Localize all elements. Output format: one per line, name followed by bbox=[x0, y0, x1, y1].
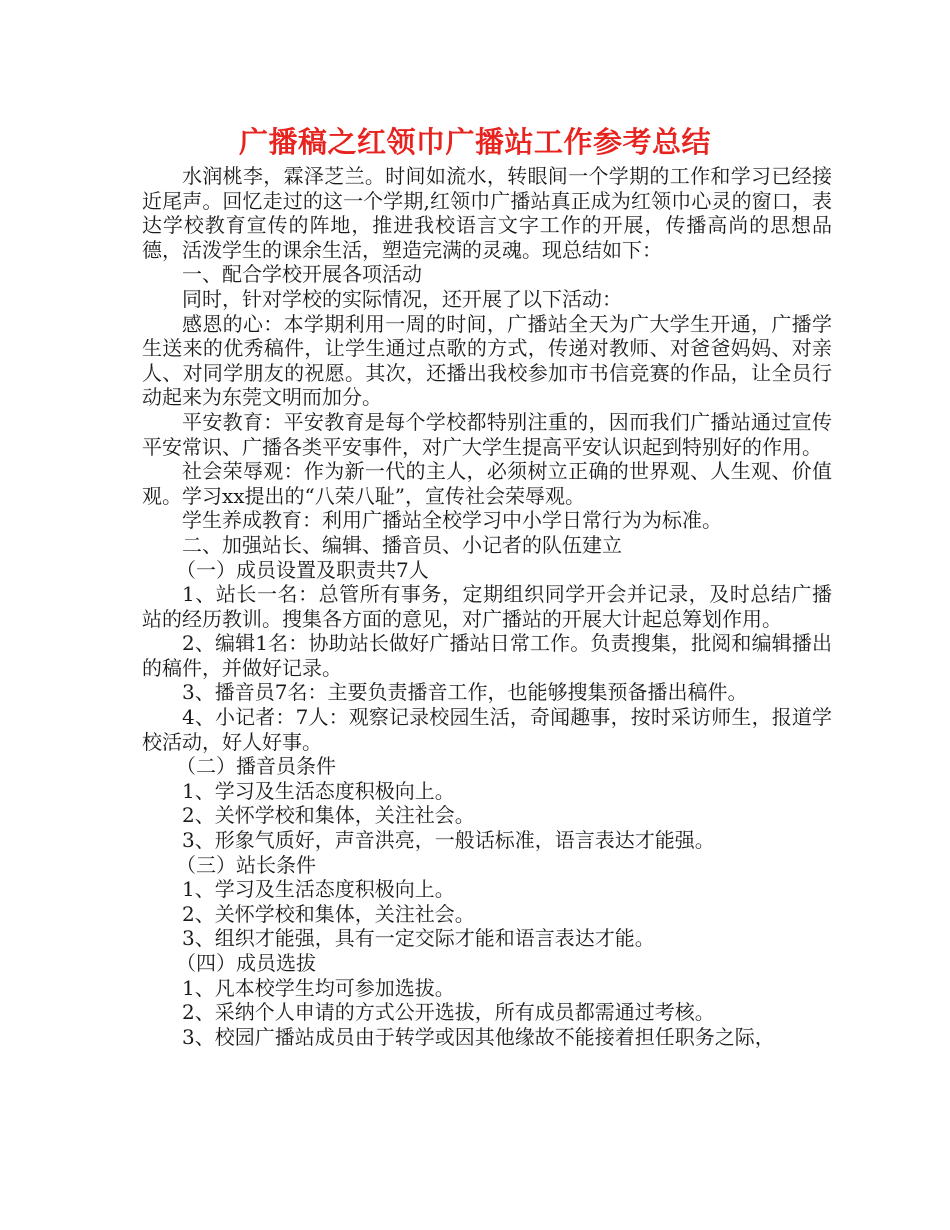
list-item: 2、采纳个人申请的方式公开选拔，所有成员都需通过考核。 bbox=[182, 1000, 715, 1025]
subsection-heading: （三）站长条件 bbox=[176, 852, 316, 877]
list-item: 2、关怀学校和集体，关注社会。 bbox=[182, 901, 475, 926]
list-item: 1、凡本校学生均可参加选拔。 bbox=[182, 975, 455, 1000]
list-item: 3、播音员7名：主要负责播音工作，也能够搜集预备播出稿件。 bbox=[182, 680, 748, 705]
paragraph: 同时，针对学校的实际情况，还开展了以下活动： bbox=[182, 286, 622, 311]
list-item: 2、关怀学校和集体，关注社会。 bbox=[182, 803, 475, 828]
document-body bbox=[142, 164, 832, 1049]
list-item: 1、学习及生活态度积极向上。 bbox=[182, 877, 455, 902]
paragraph: 学生养成教育：利用广播站全校学习中小学日常行为为标准。 bbox=[182, 508, 722, 533]
list-item: 1、站长一名：总管所有事务，定期组织同学开会并记录，及时总结广播站的经历教训。搜集各方面的意见，对广播站的开展大计起总筹划作用。 bbox=[142, 582, 832, 631]
subsection-heading: （二）播音员条件 bbox=[176, 754, 336, 779]
subsection-heading: （一）成员设置及职责共7人 bbox=[176, 557, 429, 582]
list-item: 3、形象气质好，声音洪亮，一般话标准，语言表达才能强。 bbox=[182, 828, 715, 853]
list-item: 1、学习及生活态度积极向上。 bbox=[182, 778, 455, 803]
paragraph-intro: 水润桃李，霖泽芝兰。时间如流水，转眼间一个学期的工作和学习已经接近尾声。回忆走过的这一个学期,红领巾广播站真正成为红领巾心灵的窗口，表达学校教育宣传的阵地，推进我校语言文字工作的开展，传播高尚的思想品德，活泼学生的课余生活，塑造完满的灵魂。现总结如下： bbox=[142, 164, 832, 262]
paragraph: 平安教育：平安教育是每个学校都特别注重的，因而我们广播站通过宣传平安常识、广播各类平安事件，对广大学生提高平安认识起到特别好的作用。 bbox=[142, 409, 832, 459]
paragraph: 感恩的心：本学期利用一周的时间，广播站全天为广大学生开通，广播学生送来的优秀稿件，让学生通过点歌的方式，传递对教师、对爸爸妈妈、对亲人、对同学朋友的祝愿。其次，还播出我校参加市书信竞赛的作品，让全员行动起来为东莞文明而加分。 bbox=[142, 311, 832, 410]
list-item: 4、小记者：7人：观察记录校园生活，奇闻趣事，按时采访师生，报道学校活动，好人好事。 bbox=[142, 705, 832, 754]
list-item: 2、编辑1名：协助站长做好广播站日常工作。负责搜集，批阅和编辑播出的稿件，并做好记录。 bbox=[142, 631, 832, 680]
paragraph: 社会荣辱观：作为新一代的主人，必须树立正确的世界观、人生观、价值观。学习xx提出的“八荣八耻”，宣传社会荣辱观。 bbox=[142, 459, 832, 508]
list-item: 3、校园广播站成员由于转学或因其他缘故不能接着担任职务之际， bbox=[182, 1024, 775, 1049]
subsection-heading: （四）成员选拔 bbox=[176, 951, 316, 975]
list-item: 3、组织才能强，具有一定交际才能和语言表达才能。 bbox=[182, 926, 655, 951]
section-heading-1: 一、配合学校开展各项活动 bbox=[182, 262, 422, 287]
document-title: 广播稿之红领巾广播站工作参考总结 bbox=[238, 125, 711, 159]
section-heading-2: 二、加强站长、编辑、播音员、小记者的队伍建立 bbox=[182, 532, 622, 557]
